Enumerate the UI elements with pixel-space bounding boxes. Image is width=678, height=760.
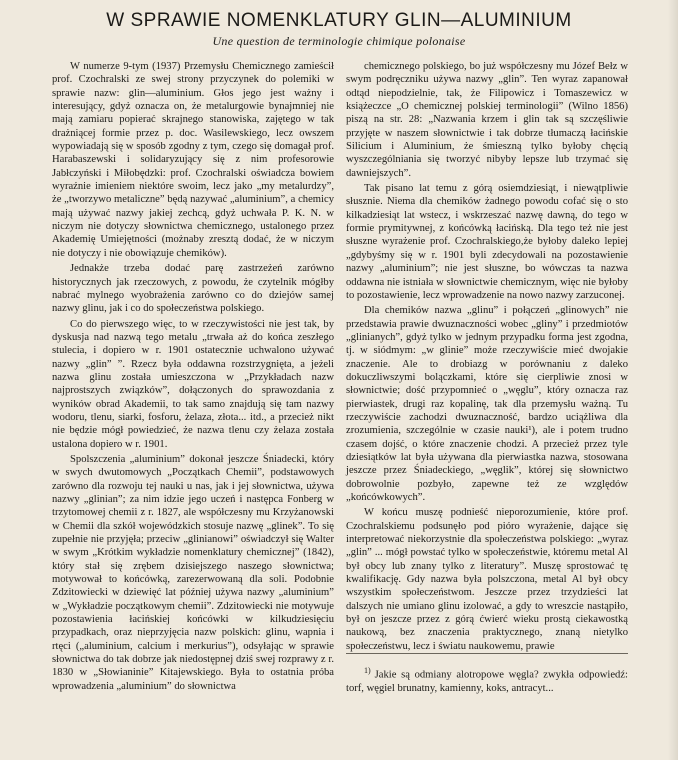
paragraph: Co do pierwszego więc, to w rzeczywistości nie jest tak, by dyskusja nad nazwą tego metalu „trwała aż do końca zeszłego stulecia, i dopiero w r. 1901 ostatecznie uchwalono używać nazwy „glin” ”. Rzecz była oddawna rozstrzygnięta, a jeżeli nazwa glinu została umieszczona w „Przykładach nazw najprostszych związków”, dołączonych do sprawozdania z wyników obrad Akademii, to tak samo znajdują się tam nazwy wodoru, tlenu, siarki, fosforu, żelaza, złota... itd., a przecież nikt nie będzie mógł powiedzieć, że nazwa tlenu czy żelaza została ustalona dopiero w r. 1901. [52, 318, 334, 450]
paragraph: Spolszczenia „aluminium” dokonał jeszcze Śniadecki, który w swych dwutomowych „Początkach Chemii”, podstawowych zarówno dla rozwoju tej nauki u nas, jak i jej słownictwa, używa nazwy „glinian”; za nim idzie jego uczeń i następca Fonberg w trzytomowej chemii z r. 1827, ale współczesny mu Krzyżanowski w Chemii dla szkół wojewódzkich stosuje nazwę „glinek”. To się zupełnie nie przyjęła; przeciw „glinianowi” oświadczył się Walter w swym „Krótkim wykładzie nomenklatury chemicznej” (1842), który stał się zrębem dzisiejszego naszego słownictwa; motywował to końcówką, zarezerwowaną dla soli. Podobnie Zdzitowiecki w dziewięć lat później używa nazwy „aluminium” w „Wykładzie początkowym chemii”. Zdzitowiecki nie motywuje pozostawienia łacińskiej końcówki w kilkudziesięciu przypadkach, oraz nieprzyjęcia nazw polskich: glinu, wapnia i rtęci („aluminium, calcium i merkurius”), odsyłając w sprawie słownictwa do tak dobrze jak niedostępnej dziś swej rozprawy z r. 1830 w „Słowianinie” Kitajewskiego. Była to ostatnia próba wprowadzenia „aluminium” do słownictwa [52, 453, 334, 692]
article-subtitle: Une question de terminologie chimique polonaise [212, 34, 466, 48]
paragraph: Dla chemików nazwa „glinu” i połączeń „glinowych” nie przedstawia prawie dwuznaczności wobec „gliny” i przedmiotów „glinianych”, gdyż tylko w jednym przypadku forma jest zgodna, tj. w siódmym: „w glinie” może rzeczywiście mieć dwojakie znaczenie. Ale to drobiazg w porównaniu z daleko dokuczliwszymi bolączkami, które się cierpliwie znosi w słownictwie; dość przypomnieć o „węglu”, który oznacza raz pierwiastek, drugi raz kopalinę, tak dla przemysłu ważną. Tu rzeczywiście zachodzi dwuznaczność, bardzo uciążliwa dla zrozumienia, szczególnie w czasie nauki¹), ale i potem trudno czasem dojść, o które znaczenie chodzi. A przecież przez tyle dziesiątków lat była używana dla pierwiastka nazwa, stosowana jeszcze przez Śniadeckiego, „węglik”, której się słownictwo dobrowolnie pozbyło, zapewne też ze względów „końcówkowych”. [346, 305, 628, 503]
right-column [346, 60, 628, 653]
paragraph: chemicznego polskiego, bo już współczesny mu Józef Bełz w swym podręczniku używa nazwy „glin”. Ten wyraz zapanował odtąd niepodzielnie, tak, że Filipowicz i Tomaszewicz w książeczce „O chemicznej polskiej terminologii” (Wilno 1856) piszą na str. 28: „Nazwania krzem i glin tak są szczęśliwie przyjęte w naszem słownictwie i tak dobrze tłumaczą łacińskie Silicium i Aluminium, że śmieszną tylko byłoby chęcią wyszczególniania się tworzyć nibyby lepsze lub trzymać się dawniejszych”. [346, 61, 628, 179]
footnote-divider [346, 653, 628, 654]
paragraph: Jednakże trzeba dodać parę zastrzeżeń zarówno historycznych jak rzeczowych, z powodu, że czytelnik mógłby nabrać mylnego wyobrażenia zarówno co do dziejów samej nazwy glinu, jak i co do społeczeństwa polskiego. [52, 263, 334, 315]
left-column [52, 60, 334, 693]
page-edge-shadow [668, 0, 678, 760]
footnote-text: Jakie są odmiany alotropowe węgla? zwykła odpowiedź: torf, węgiel brunatny, kamienny, koks, antracyt... [346, 669, 628, 694]
article-title: W SPRAWIE NOMENKLATURY GLIN—ALUMINIUM [106, 10, 572, 31]
paragraph: W końcu muszę podnieść nieporozumienie, które prof. Czochralskiemu podsunęło pod pióro wyrażenie, dające się interpretować niekorzystnie dla społeczeństwa polskiego: „wyraz „glin” ... mógł powstać tylko w społeczeństwie, któremu metal Al był obcy lub znany tylko z literatury”. Muszę sprostować tę kwalifikację. Gdy nazwa była polszczona, metal Al był obcy wszystkim społeczeństwom. Jeszcze przez trzydzieści lat dalszych nie umiano glinu izolować, a gdy to wreszcie nastąpiło, był on jeszcze przez z górą ćwierć wieku prostą ciekawostką naukową, bez znaczenia praktycznego, znaną nietylko społeczeństwu, lecz i światu naukowemu, prawie [346, 507, 628, 652]
paragraph: Tak pisano lat temu z górą osiemdziesiąt, i niewątpliwie słusznie. Niema dla chemików żadnego powodu cofać się o sto kilkadziesiąt lat wstecz, i wskrzeszać nazwę dawną, do tego w formie prymitywnej, z końcówką łacińską. Dla tego też nie jest słuszne wyrażenie prof. Czochralskiego,że byłoby daleko lepiej „gdybyśmy się w r. 1901 byli zdecydowali na pozostawienie nazwy „aluminium”; nie jest słuszne, bo wówczas ta nazwa oddawna nie istniała w słownictwie chemicznym, więc nie byłoby to pozostawienie, lecz wprowadzenie na nowo nazwy zarzuconej. [346, 183, 628, 301]
footnote-marker: 1) [364, 666, 371, 675]
footnote [346, 664, 628, 695]
paragraph: W numerze 9-tym (1937) Przemysłu Chemicznego zamieścił prof. Czochralski ze swej strony przyczynek do polemiki w sprawie nazw: glin—aluminium. Głos jego jest ważny i interesujący, gdyż oznacza on, że metalurgowie bynajmniej nie mają zamiaru popierać skrajnego stanowiska, zajętego w tak drażniącej formie przez p. doc. Wasilewskiego, lecz owszem wypowiadają się w sposób zgodny z tym, czego się domagał prof. Harabaszewski i solidaryzujący się z nim profesorowie Jabłczyński i Miłobędzki: prof. Czochralski oświadcza bowiem wyraźnie imieniem niektóre swoim, lecz jako „my metalurdzy”, że „tworzywo metaliczne” będą nazywać „aluminium”, a chemicy mają używać nazwy jakiej zechcą, gdyż uchwała P. K. N. w niczym nie dotyczy słownictwa chemicznego, ustalonego przez Akademię Umiejętności (możnaby zresztą dodać, że w niczym nie dotyczy i nie obowiązuje chemików). [52, 61, 334, 259]
